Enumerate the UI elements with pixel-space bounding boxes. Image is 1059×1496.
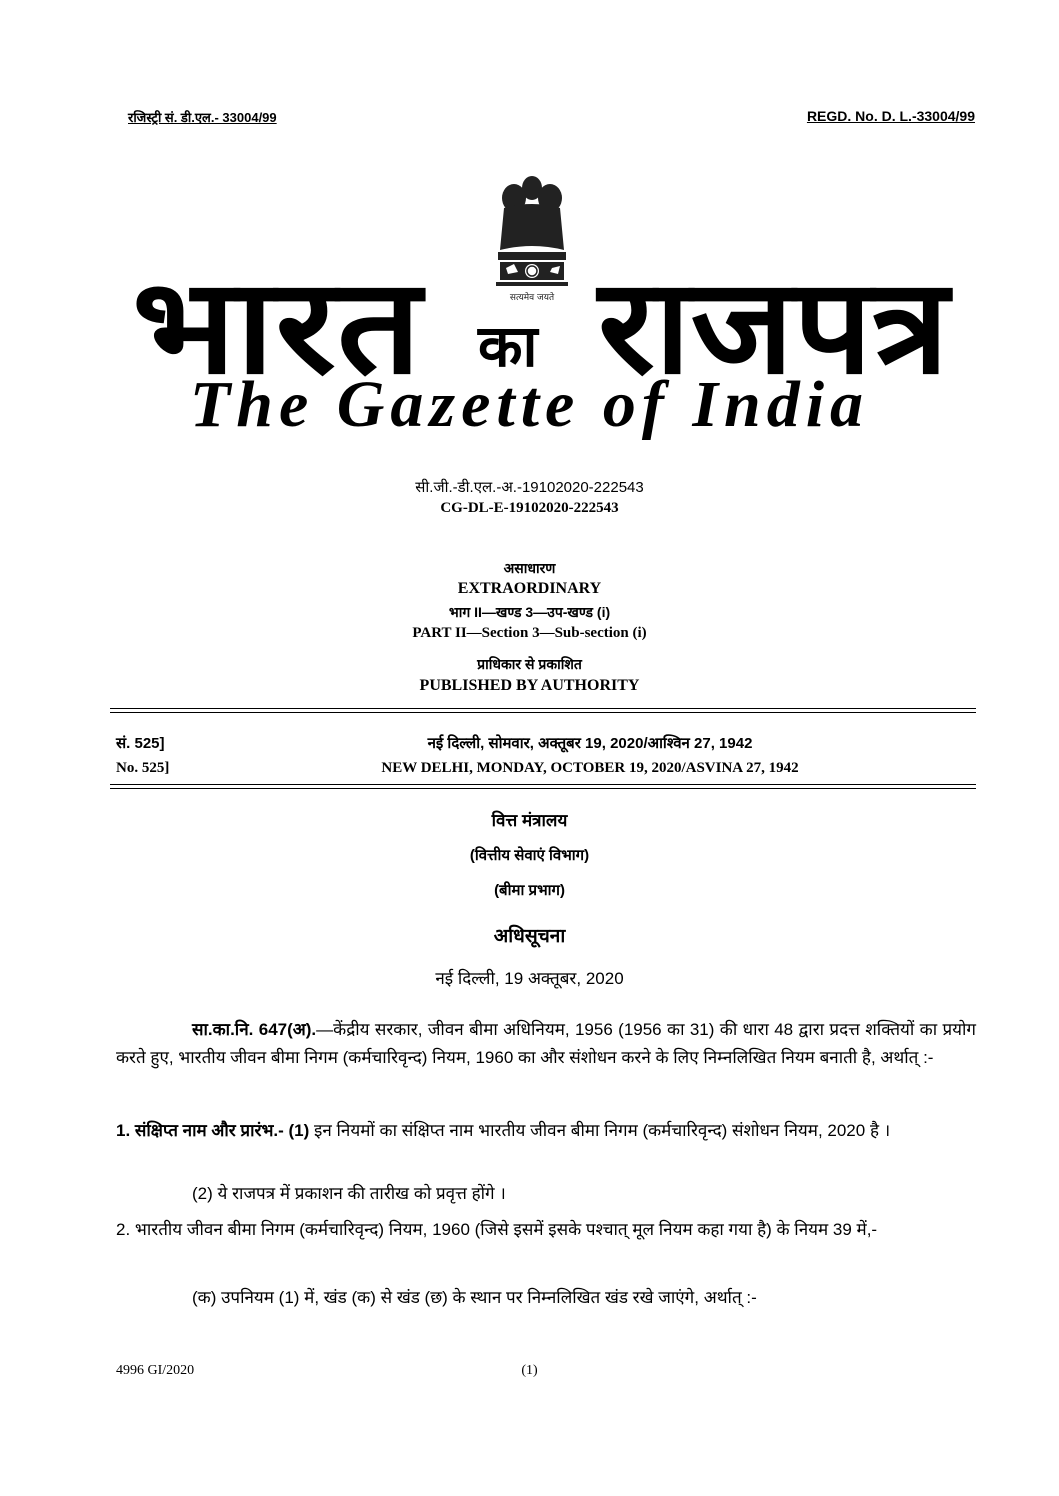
issue-date-english: NEW DELHI, MONDAY, OCTOBER 19, 2020/ASVINA 27, 1942: [381, 760, 799, 776]
issue-date-hindi: नई दिल्ली, सोमवार, अक्तूबर 19, 2020/आश्विन 27, 1942: [427, 735, 753, 752]
gsr-number: सा.का.नि. 647(अ).: [192, 1020, 317, 1039]
part-section-hindi: भाग II—खण्ड 3—उप-खण्ड (i): [448, 604, 611, 620]
issue-number-hindi: सं. 525]: [116, 735, 165, 752]
gazette-title-hindi-left: भारत: [132, 254, 423, 401]
notification-heading: अधिसूचना: [493, 926, 566, 947]
division-heading: (बीमा प्रभाग): [494, 882, 565, 899]
department-heading: (वित्तीय सेवाएं विभाग): [469, 847, 590, 864]
paragraph-sub-rule-1: (क) उपनियम (1) में, खंड (क) से खंड (छ) के स्थान पर निम्नलिखित खंड रखे जाएंगे, अर्थात् :-: [192, 1288, 757, 1307]
preamble-text: —केंद्रीय सरकार, जीवन बीमा अधिनियम, 1956 (1956 का 31) की धारा 48 द्वारा प्रदत्त शक्तियों का प्रयोग करते हुए, भारतीय जीवन बीमा निगम (कर्मचारिवृन्द) नियम, 1960 का और संशोधन करने के लिए निम्नलिखित नियम बनाती है, अर्थात् :-: [116, 1020, 976, 1067]
top-divider: [110, 708, 976, 709]
issue-number-english: No. 525]: [116, 760, 170, 776]
registration-number-english: REGD. No. D. L.-33004/99: [806, 108, 975, 124]
paragraph-short-title: [116, 1117, 976, 1145]
paragraph-preamble: [116, 1016, 976, 1072]
ministry-heading: वित्त मंत्रालय: [491, 811, 568, 830]
top-divider-inner: [110, 712, 976, 713]
national-emblem-icon: [486, 172, 578, 308]
part-section-english: PART II—Section 3—Sub-section (i): [412, 625, 647, 641]
short-title-heading: 1. संक्षिप्त नाम और प्रारंभ.- (1): [116, 1121, 310, 1140]
short-title-text: इन नियमों का संक्षिप्त नाम भारतीय जीवन बीमा निगम (कर्मचारिवृन्द) संशोधन नियम, 2020 है ।: [309, 1121, 891, 1140]
cg-code-english: CG-DL-E-19102020-222543: [440, 500, 619, 516]
bottom-divider-inner: [110, 788, 976, 789]
paragraph-rule-39: 2. भारतीय जीवन बीमा निगम (कर्मचारिवृन्द) नियम, 1960 (जिसे इसमें इसके पश्चात् मूल नियम कहा गया है) के नियम 39 में,-: [116, 1220, 878, 1239]
bottom-divider: [110, 784, 976, 785]
svg-text:सत्यमेव जयते: सत्यमेव जयते: [509, 293, 555, 303]
published-by-authority-hindi: प्राधिकार से प्रकाशित: [477, 656, 582, 672]
registration-number-hindi: रजिस्ट्री सं. डी.एल.- 33004/99: [128, 110, 277, 125]
gazette-title-hindi-right: राजपत्र: [598, 254, 949, 401]
extraordinary-english: EXTRAORDINARY: [457, 580, 602, 597]
published-by-authority-english: PUBLISHED BY AUTHORITY: [419, 677, 640, 694]
page-number: (1): [521, 1363, 538, 1378]
notification-place-date: नई दिल्ली, 19 अक्तूबर, 2020: [435, 969, 624, 988]
gazette-title-english: The Gazette of India: [189, 368, 870, 441]
cg-code-hindi: सी.जी.-डी.एल.-अ.-19102020-222543: [415, 479, 644, 496]
extraordinary-hindi: असाधारण: [503, 560, 556, 576]
gazette-title-hindi-connector: का: [478, 314, 538, 379]
paragraph-commencement: (2) ये राजपत्र में प्रकाशन की तारीख को प्रवृत्त होंगे ।: [192, 1184, 506, 1203]
footer-code: 4996 GI/2020: [116, 1363, 195, 1378]
